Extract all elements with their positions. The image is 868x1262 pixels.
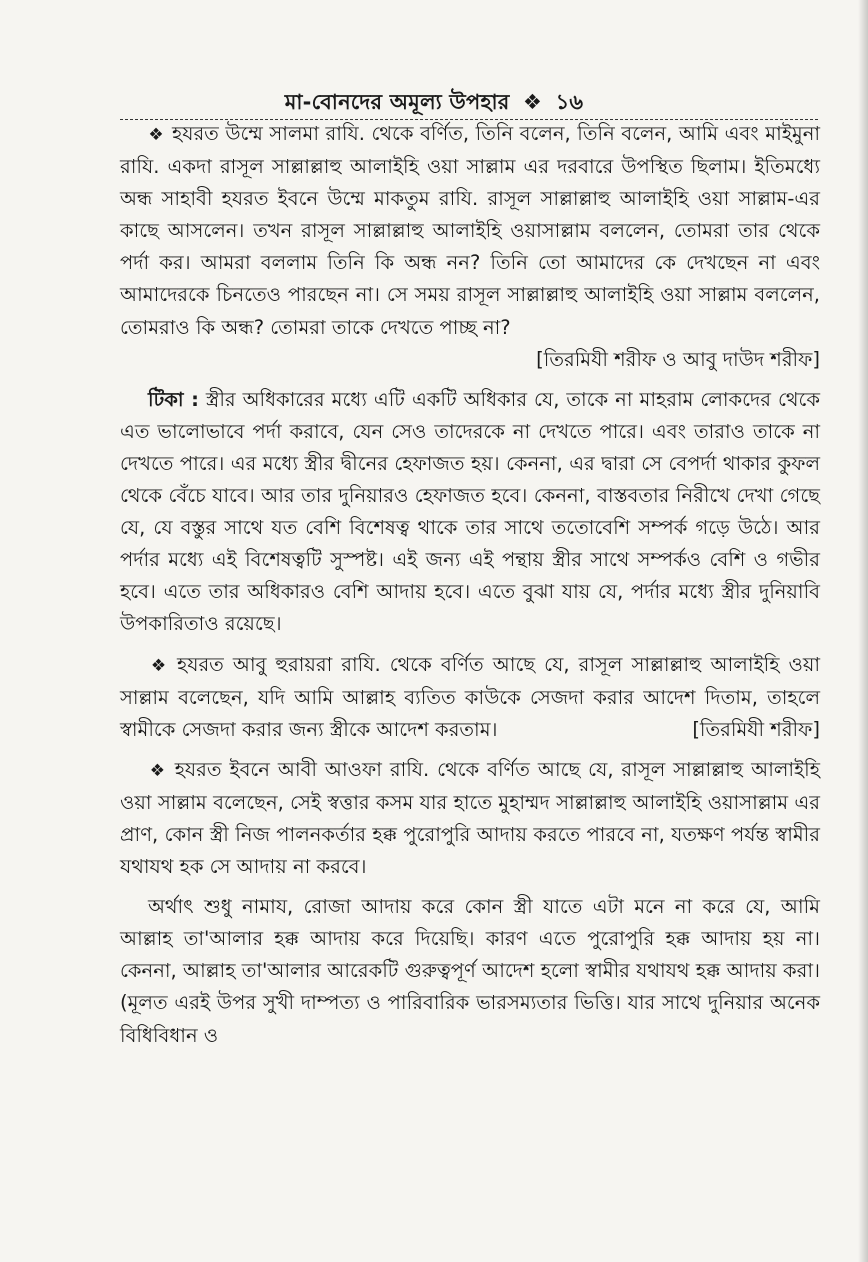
diamond-bullet-icon: ❖ xyxy=(148,125,164,145)
hadith-paragraph-2 xyxy=(120,649,820,746)
hadith-paragraph-3 xyxy=(120,754,820,883)
explanation-paragraph xyxy=(120,891,820,1051)
citation: [তিরমিযী শরীফ ও আবু দাউদ শরীফ] xyxy=(536,347,820,371)
paragraph-text: অর্থাৎ শুধু নামায, রোজা আদায় করে কোন স্ত্রী যাতে এটা মনে না করে যে, আমি আল্লাহ তা'আলার হক্ক আদায় করে দিয়েছি। কারণ এতে পুরোপুরি হক্ক আদায় হয় না। কেননা, আল্লাহ তা'আলার আরেকটি গুরুত্বপূর্ণ আদেশ হলো স্বামীর যথাযথ হক্ক আদায় করা। (মূলত এরই উপর সুখী দাম্পত্য ও পারিবারিক ভারসম্যতার ভিত্তি। যার সাথে দুনিয়ার অনেক বিধিবিধান ও xyxy=(120,895,820,1047)
diamond-bullet-icon: ❖ xyxy=(148,655,169,676)
paragraph-text: স্ত্রীর অধিকারের মধ্যে এটি একটি অধিকার যে, তাকে না মাহরাম লোকদের থেকে এত ভালোভাবে পর্দা করাবে, যেন সেও তাদেরকে না দেখতে পারে। এবং তারাও তাকে না দেখতে পারে। এর মধ্যে স্ত্রীর দ্বীনের হেফাজত হয়। কেননা, এর দ্বারা সে বেপর্দা থাকার কুফল থেকে বেঁচে যাবে। আর তার দুনিয়ারও হেফাজত হবে। কেননা, বাস্তবতার নিরীখে দেখা গেছে যে, যে বস্তুর সাথে যত বেশি বিশেষত্ব থাকে তার সাথে ততোবেশি সম্পর্ক গড়ে উঠে। আর পর্দার মধ্যে এই বিশেষত্বটি সুস্পষ্ট। এই জন্য এই পন্থায় স্ত্রীর সাথে সম্পর্কও বেশি ও গভীর হবে। এতে তার অধিকারও বেশি আদায় হবে। এতে বুঝা যায় যে, পর্দার মধ্যে স্ত্রীর দুনিয়াবি উপকারিতাও রয়েছে। xyxy=(120,387,821,636)
diamond-ornament-icon: ❖ xyxy=(523,90,543,114)
diamond-bullet-icon: ❖ xyxy=(148,760,167,781)
hadith-paragraph-1 xyxy=(120,118,820,344)
commentary-label: টিকা : xyxy=(148,387,199,411)
paragraph-text: হযরত আবু হুরায়রা রাযি. থেকে বর্ণিত আছে যে, রাসূল সাল্লাল্লাহু আলাইহি ওয়া সাল্লাম বলেছেন, যদি আমি আল্লাহ ব্যতিত কাউকে সেজদা করার আদেশ দিতাম, তাহলে স্বামীকে সেজদা করার জন্য স্ত্রীকে আদেশ করতাম। xyxy=(120,652,820,741)
paragraph-text: হযরত উম্মে সালমা রাযি. থেকে বর্ণিত, তিনি বলেন, তিনি বলেন, আমি এবং মাইমুনা রাযি. একদা রাসূল সাল্লাল্লাহু আলাইহি ওয়া সাল্লাম এর দরবারে উপস্থিত ছিলাম। ইতিমধ্যে অন্ধ সাহাবী হযরত ইবনে উম্মে মাকতুম রাযি. রাসূল সাল্লাল্লাহু আলাইহি ওয়া সাল্লাম-এর কাছে আসলেন। তখন রাসূল সাল্লাল্লাহু আলাইহি ওয়াসাল্লাম বললেন, তোমরা তার থেকে পর্দা কর। আমরা বললাম তিনি কি অন্ধ নন? তিনি তো আমাদের কে দেখছেন না এবং আমাদেরকে চিনতেও পারছেন না। সে সময় রাসূল সাল্লাল্লাহু আলাইহি ওয়া সাল্লাম বললেন, তোমরাও কি অন্ধ? তোমরা তাকে দেখতে পাচ্ছ না? xyxy=(120,122,820,339)
page-body xyxy=(120,118,820,1052)
page-header xyxy=(0,86,868,121)
page-edge-shadow xyxy=(858,0,868,1262)
page-number: ১৬ xyxy=(555,90,584,114)
citation: [তিরমিযী শরীফ] xyxy=(692,717,820,741)
paragraph-text: হযরত ইবনে আবী আওফা রাযি. থেকে বর্ণিত আছে যে, রাসূল সাল্লাল্লাহু আলাইহি ওয়া সাল্লাম বলেছেন, সেই স্বত্তার কসম যার হাতে মুহাম্মদ সাল্লাল্লাহু আলাইহি ওয়াসাল্লাম এর প্রাণ, কোন স্ত্রী নিজ পালনকর্তার হক্ক পুরোপুরি আদায় করতে পারবে না, যতক্ষণ পর্যন্ত স্বামীর যথাযথ হক সে আদায় না করবে। xyxy=(120,757,820,879)
book-title: মা-বোনদের অমূল্য উপহার xyxy=(284,90,510,114)
commentary-paragraph xyxy=(120,384,820,641)
